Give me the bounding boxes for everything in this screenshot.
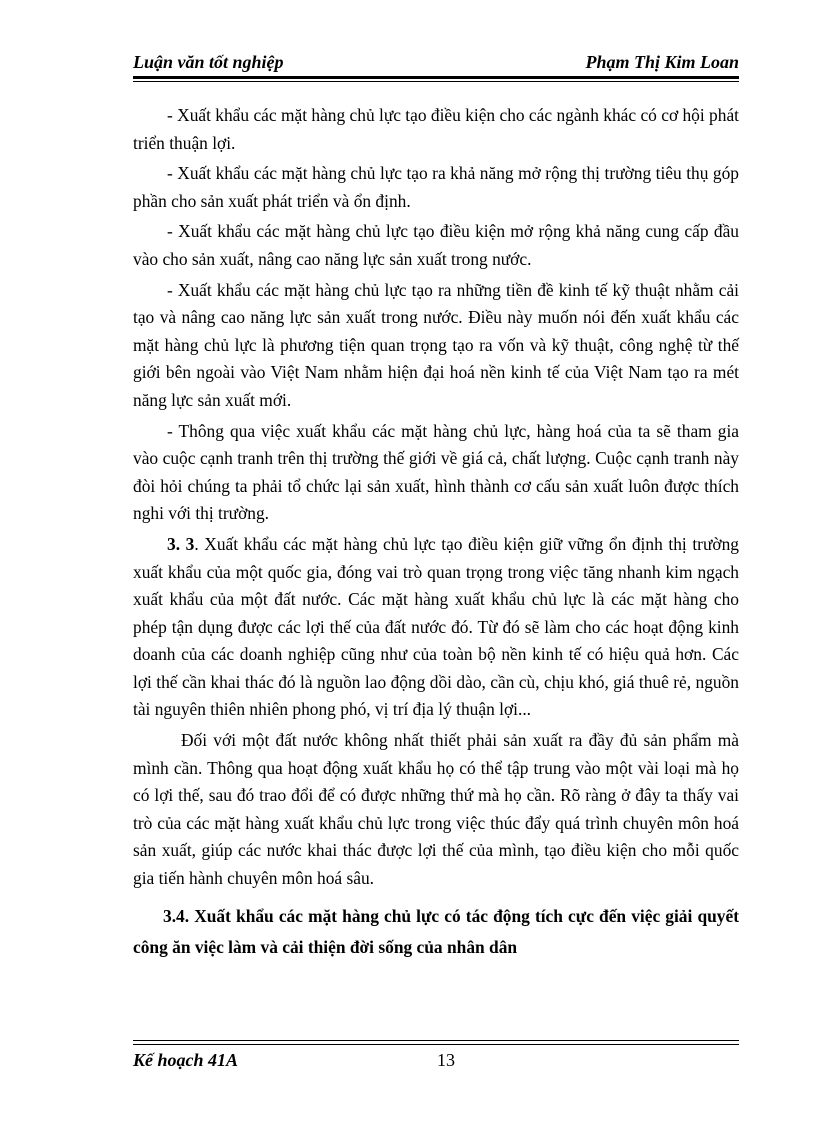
paragraph-bullet-5: - Thông qua việc xuất khẩu các mặt hàng chủ lực, hàng hoá của ta sẽ tham gia vào cuộc cạnh tranh trên thị trường thế giới về giá cả, chất lượng. Cuộc cạnh tranh này đòi hỏi chúng ta phải tổ chức lại sản xuất, hình thành cơ cấu sản xuất luôn được thích nghi với thị trường. xyxy=(133,420,739,524)
paragraph-bullet-4: - Xuất khẩu các mặt hàng chủ lực tạo ra những tiền đề kinh tế kỹ thuật nhằm cải tạo và nâng cao năng lực sản xuất trong nước. Điều này muốn nói đến xuất khẩu các mặt hàng chủ lực là phương tiện quan trọng tạo ra vốn và kỹ thuật, công nghệ từ thế giới bên ngoài vào Việt Nam nhằm hiện đại hoá nền kinh tế của Việt Nam tạo ra mét năng lực sản xuất mới. xyxy=(133,279,739,410)
paragraph-bullet-3: - Xuất khẩu các mặt hàng chủ lực tạo điều kiện mở rộng khả năng cung cấp đầu vào cho sản xuất, nâng cao năng lực sản xuất trong nước. xyxy=(133,221,739,269)
paragraph-bullet-2: - Xuất khẩu các mặt hàng chủ lực tạo ra khả năng mở rộng thị trường tiêu thụ góp phần cho sản xuất phát triển và ổn định. xyxy=(133,163,739,211)
footer-class-name: Kế hoạch 41A xyxy=(133,1050,239,1070)
header-author-name: Phạm Thị Kim Loan xyxy=(585,52,739,72)
page-number: 13 xyxy=(437,1050,455,1070)
header-rule-thin xyxy=(133,81,739,82)
section-3-3-text: . Xuất khẩu các mặt hàng chủ lực tạo điều kiện giữ vững ổn định thị trường xuất khẩu của một quốc gia, đóng vai trò quan trọng trong việc tăng nhanh kim ngạch xuất khẩu của một đất nước. Các mặt hàng xuất khẩu chủ lực là các mặt hàng cho phép tận dụng được các lợi thế của đất nước đó. Từ đó sẽ làm cho các hoạt động kinh doanh của các doanh nghiệp cũng như của toàn bộ nền kinh tế có hiệu quả hơn. Các lợi thế cần khai thác đó là nguồn lao động dồi dào, cần cù, chịu khó, giá thuê rẻ, nguồn tài nguyên thiên nhiên phong phó, vị trí địa lý thuận lợi... xyxy=(133,533,739,720)
section-3-3-paragraph xyxy=(133,531,739,724)
page-footer xyxy=(133,1040,739,1080)
section-3-4-heading: 3.4. Xuất khẩu các mặt hàng chủ lực có tác động tích cực đến việc giải quyết công ăn việc làm và cải thiện đời sống của nhân dân xyxy=(133,905,739,957)
paragraph-specialization: Đối với một đất nước không nhất thiết phải sản xuất ra đầy đủ sản phẩm mà mình cần. Thông qua hoạt động xuất khẩu họ có thể tập trung vào một vài loại mà họ có lợi thế, sau đó trao đổi để có được những thứ mà họ cần. Rõ ràng ở đây ta thấy vai trò của các mặt hàng xuất khẩu chủ lực trong việc thúc đẩy quá trình chuyên môn hoá sản xuất, giúp các nước khai thác được lợi thế của mình, tạo điều kiện cho mỗi quốc gia tiến hành chuyên môn hoá sâu. xyxy=(133,730,739,889)
footer-rule-1 xyxy=(133,1040,739,1041)
section-3-3-number: 3. 3 xyxy=(167,533,195,554)
paragraph-bullet-1: - Xuất khẩu các mặt hàng chủ lực tạo điều kiện cho các ngành khác có cơ hội phát triển thuận lợi. xyxy=(133,105,739,153)
header-rule-thick xyxy=(133,76,739,79)
page-header xyxy=(133,50,739,80)
header-thesis-title: Luận văn tốt nghiệp xyxy=(133,52,284,72)
page-body xyxy=(133,102,739,963)
footer-rule-2 xyxy=(133,1044,739,1045)
